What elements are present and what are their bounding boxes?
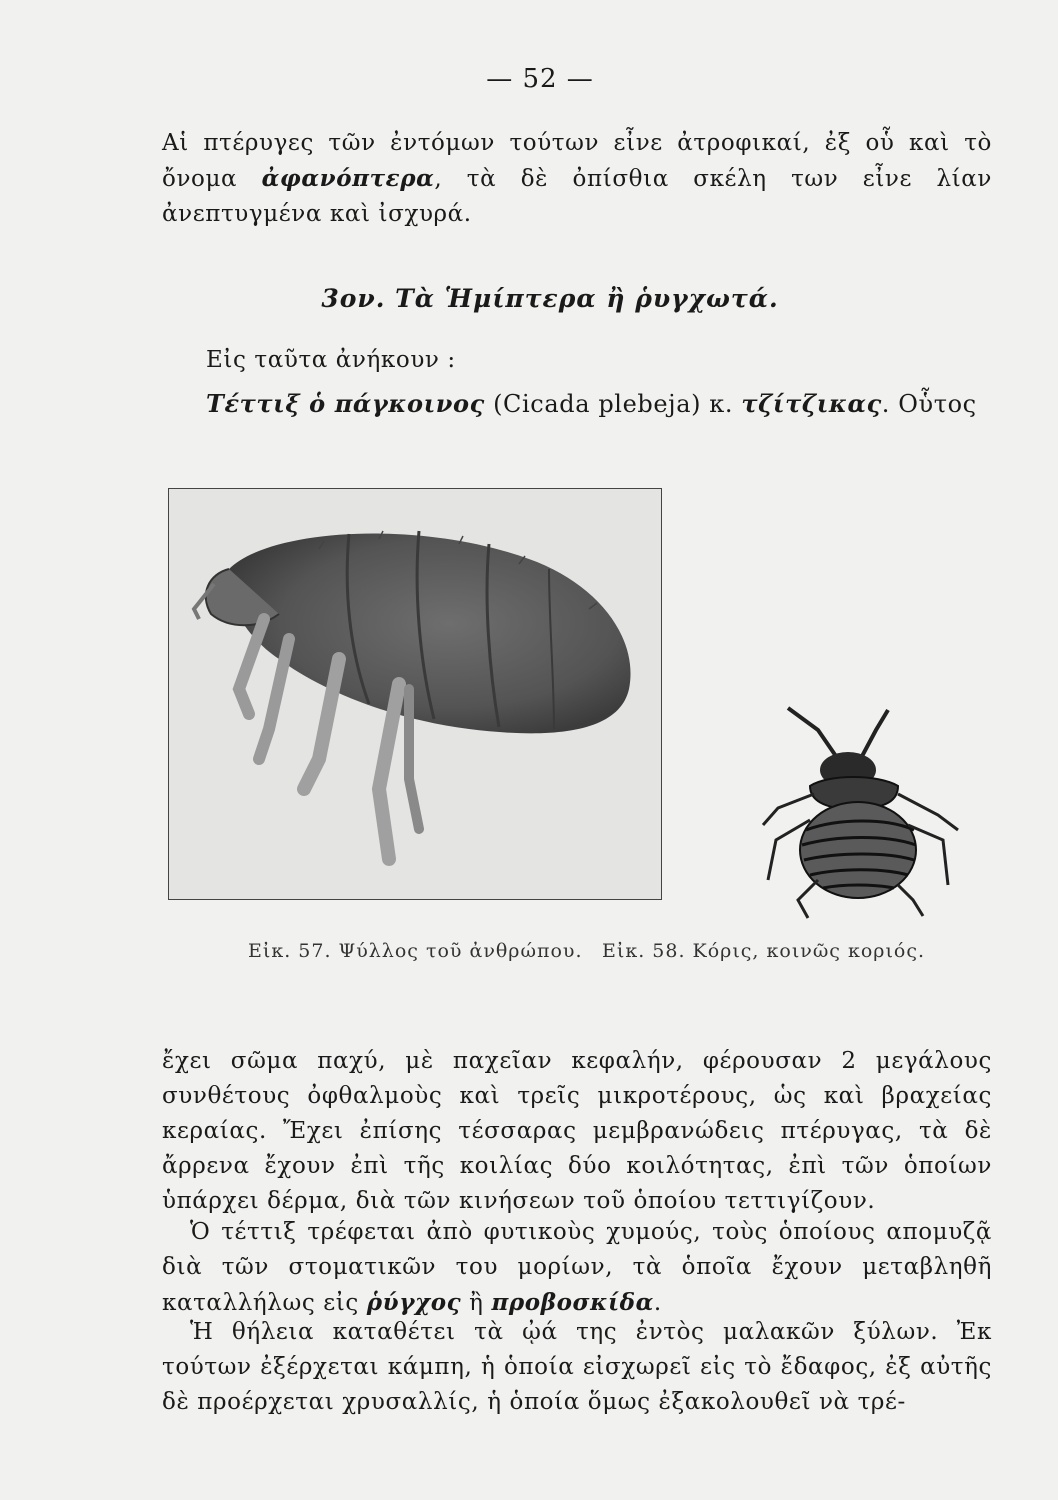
text: Ὁ τέττιξ τρέφεται ἀπὸ φυτικοὺς χυμούς, τοὺς ὁποίους απομυζᾷ διὰ τῶν στοματικῶν του μορίων, τὰ ὁποῖα ἔχουν μεταβληθῆ καταλλήλως εἰς: [162, 1219, 992, 1316]
figure-58-caption: Εἰκ. 58. Κόρις, κοινῶς κοριός.: [602, 940, 926, 962]
page-number: — 52 —: [486, 64, 594, 94]
term-aphanoptera: ἀφανόπτερα: [261, 165, 435, 192]
term-rynchos: ῥύγχος: [366, 1289, 462, 1316]
figure-57-caption: Εἰκ. 57. Ψύλλος τοῦ ἀνθρώπου.: [248, 940, 583, 962]
paragraph-cicada-feeding: [162, 1215, 992, 1321]
bedbug-illustration: [748, 690, 974, 922]
flea-icon: [169, 489, 661, 899]
paragraph-cicada-body: ἔχει σῶμα παχύ, μὲ παχεῖαν κεφαλήν, φέρουσαν 2 μεγάλους συνθέτους ὀφθαλμοὺς καὶ τρεῖς μικροτέρους, ὡς καὶ βραχείας κεραίας. Ἔχει ἐπίσης τέσσαρας μεμβρανώδεις πτέρυγας, τὰ δὲ ἄρρενα ἔχουν ἐπὶ τῆς κοιλίας δύο κοιλότητας, ἐπὶ τῶν ὁποίων ὑπάρχει δέρμα, διὰ τῶν κινήσεων τοῦ ὁποίου τεττιγίζουν.: [162, 1048, 992, 1214]
bedbug-icon: [748, 690, 974, 922]
text: ἢ: [461, 1290, 492, 1316]
term-tzitzikas: τζίτζικας: [741, 389, 882, 418]
flea-illustration: [168, 488, 662, 900]
paragraph-cicada-eggs: Ἡ θήλεια καταθέτει τὰ ᾠά της ἐντὸς μαλακῶν ξύλων. Ἐκ τούτων ἐξέρχεται κάμπη, ἡ ὁποία εἰσχωρεῖ εἰς τὸ ἔδαφος, ἐξ αὐτῆς δὲ προέρχεται χρυσαλλίς, ἡ ὁποία ὅμως ἐξακολουθεῖ νὰ τρέ-: [162, 1319, 992, 1415]
section-heading: 3ον. Τὰ Ἡμίπτερα ἢ ῥυγχωτά.: [321, 284, 779, 313]
text: .: [653, 1290, 662, 1316]
species-line: [206, 386, 996, 422]
text: (Cicada plebeja) κ.: [484, 390, 742, 418]
text: , τὰ δὲ ὀπίσθια σκέλη των εἶνε λίαν ἀνεπτυγμένα καὶ ἰσχυρά.: [162, 166, 992, 227]
text: . Οὗτος: [881, 390, 977, 418]
text: Αἱ πτέρυγες τῶν ἐντόμων τούτων εἶνε ἀτροφικαί, ἐξ οὗ καὶ τὸ ὄνομα: [162, 130, 992, 192]
paragraph-wings: [162, 126, 992, 232]
intro-line: Εἰς ταῦτα ἀνήκουν :: [206, 347, 456, 373]
term-cicada: Τέττιξ ὁ πάγκοινος: [206, 389, 485, 418]
term-proboscis: προβοσκίδα: [491, 1289, 654, 1316]
